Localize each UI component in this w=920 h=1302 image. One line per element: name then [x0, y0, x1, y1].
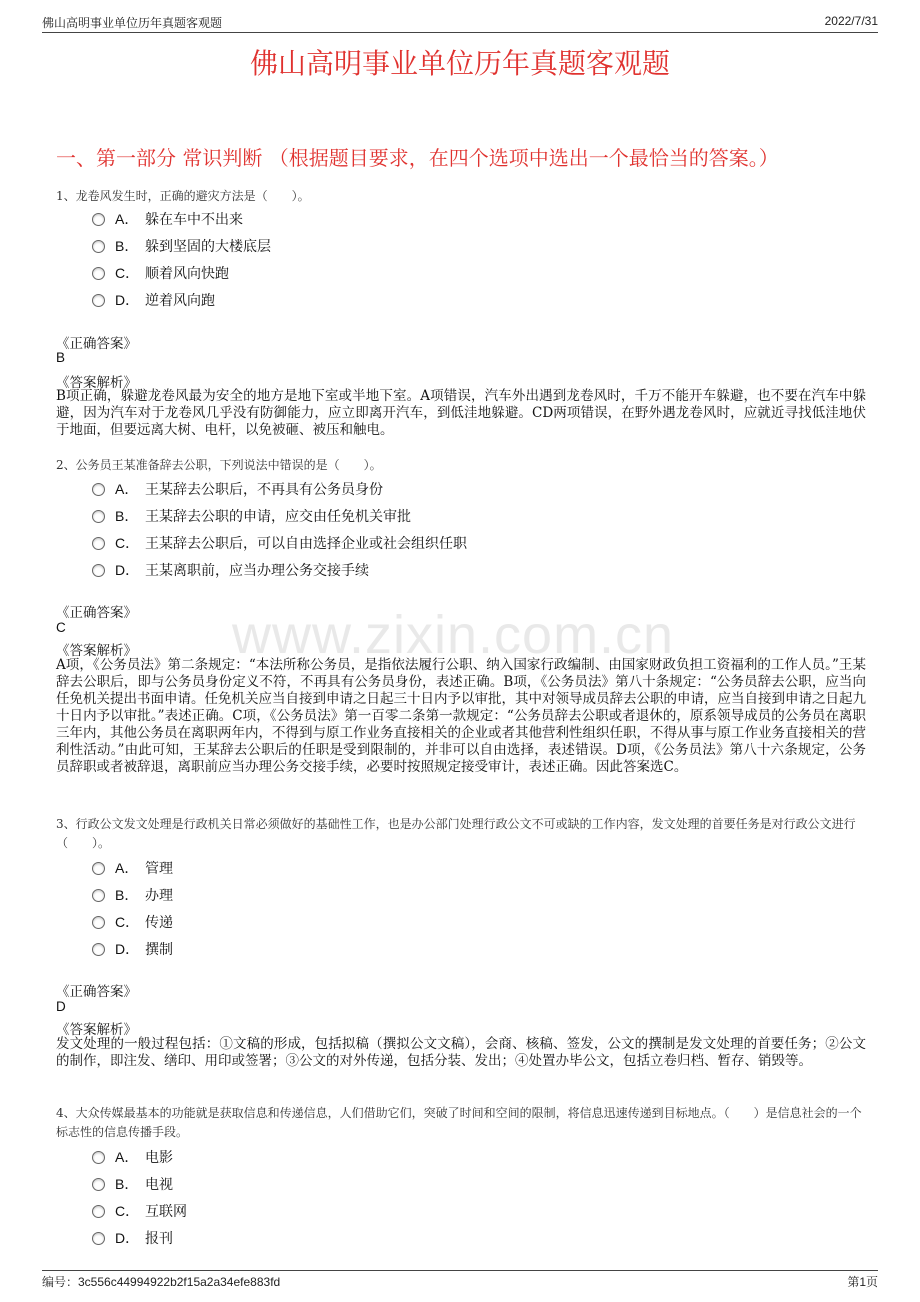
- question-4-option-c[interactable]: C． 互联网: [92, 1201, 187, 1221]
- header-title: 佛山高明事业单位历年真题客观题: [42, 16, 223, 30]
- radio-icon[interactable]: [92, 1178, 105, 1191]
- question-2-option-d[interactable]: D． 王某离职前，应当办理公务交接手续: [92, 560, 369, 580]
- radio-icon[interactable]: [92, 564, 105, 577]
- question-2-option-a[interactable]: A． 王某辞去公职后，不再具有公务员身份: [92, 479, 383, 499]
- radio-icon[interactable]: [92, 1232, 105, 1245]
- question-1-option-d[interactable]: D． 逆着风向跑: [92, 290, 215, 310]
- question-3-option-b[interactable]: B． 办理: [92, 885, 173, 905]
- radio-icon[interactable]: [92, 1151, 105, 1164]
- question-4-option-d[interactable]: D． 报刊: [92, 1228, 173, 1248]
- question-4-text: 4、大众传媒最基本的功能就是获取信息和传递信息，人们借助它们，突破了时间和空间的限制，将信息迅速传递到目标地点。（ ）是信息社会的一个标志性的信息传播手段。: [56, 1106, 862, 1139]
- radio-icon[interactable]: [92, 510, 105, 523]
- section-heading: 一、第一部分 常识判断 （根据题目要求，在四个选项中选出一个最恰当的答案。）: [56, 146, 779, 170]
- radio-icon[interactable]: [92, 483, 105, 496]
- header-date: 2022/7/31: [824, 14, 878, 28]
- question-2-answer: C: [56, 620, 66, 635]
- question-2-explanation: A项，《公务员法》第二条规定：“本法所称公务员，是指依法履行公职、纳入国家行政编制、由国家财政负担工资福利的工作人员。”王某辞去公职后，即与公务员身份定义不符，不再具有公务员身份，表述正确。B项，《公务员法》第八十条规定：“公务员辞去公职，应当向任免机关提出书面申请。任免机关应当自接到申请之日起三十日内予以审批，其中对领导成员辞去公职的申请，应当自接到申请之日起九十日内予以审批。”表述正确。C项，《公务员法》第一百零二条第一款规定：“公务员辞去公职或者退休的，原系领导成员的公务员在离职三年内，其他公务员在离职两年内，不得到与原工作业务直接相关的企业或者其他营利性组织任职，不得从事与原工作业务直接相关的营利性活动。”由此可知，王某辞去公职后的任职是受到限制的，并非可以自由选择，表述错误。D项，《公务员法》第八十六条规定，公务员辞职或者被辞退，离职前应当办理公务交接手续，必要时按照规定接受审计，表述正确。因此答案选C。: [56, 657, 866, 775]
- question-1-option-b[interactable]: B． 躲到坚固的大楼底层: [92, 236, 271, 256]
- question-1-explanation: B项正确，躲避龙卷风最为安全的地方是地下室或半地下室。A项错误，汽车外出遇到龙卷风时，千万不能开车躲避，也不要在汽车中躲避，因为汽车对于龙卷风几乎没有防御能力，应立即离开汽车，到低洼地躲避。CD两项错误，在野外遇龙卷风时，应就近寻找低洼地伏于地面，但要远离大树、电杆，以免被砸、被压和触电。: [56, 388, 866, 438]
- radio-icon[interactable]: [92, 537, 105, 550]
- question-1-option-c[interactable]: C． 顺着风向快跑: [92, 263, 229, 283]
- watermark: www.zixin.com.cn: [232, 605, 675, 665]
- radio-icon[interactable]: [92, 240, 105, 253]
- question-1-text: 1、龙卷风发生时，正确的避灾方法是（ ）。: [56, 189, 310, 203]
- question-2-text: 2、公务员王某准备辞去公职，下列说法中错误的是（ ）。: [56, 458, 382, 472]
- page-header: [42, 14, 878, 33]
- page-number: 第1页: [847, 1275, 878, 1289]
- answer-label: 《正确答案》: [56, 605, 137, 621]
- explanation-label: 《答案解析》: [56, 1022, 137, 1038]
- answer-label: 《正确答案》: [56, 336, 137, 352]
- radio-icon[interactable]: [92, 916, 105, 929]
- radio-icon[interactable]: [92, 267, 105, 280]
- document-id: 编号：3c556c44994922b2f15a2a34efe883fd: [42, 1275, 281, 1289]
- explanation-label: 《答案解析》: [56, 643, 137, 659]
- question-1-answer: B: [56, 350, 66, 365]
- page-title: 佛山高明事业单位历年真题客观题: [249, 47, 670, 80]
- page-footer: [42, 1270, 878, 1291]
- question-4-option-a[interactable]: A． 电影: [92, 1147, 173, 1167]
- question-3-text: 3、行政公文发文处理是行政机关日常必须做好的基础性工作，也是办公部门处理行政公文不可或缺的工作内容，发文处理的首要任务是对行政公文进行（ ）。: [56, 817, 856, 850]
- radio-icon[interactable]: [92, 862, 105, 875]
- question-3-option-c[interactable]: C． 传递: [92, 912, 173, 932]
- question-4-option-b[interactable]: B． 电视: [92, 1174, 173, 1194]
- radio-icon[interactable]: [92, 213, 105, 226]
- radio-icon[interactable]: [92, 294, 105, 307]
- radio-icon[interactable]: [92, 1205, 105, 1218]
- question-3-option-a[interactable]: A． 管理: [92, 858, 173, 878]
- question-3-answer: D: [56, 999, 66, 1014]
- question-2-option-c[interactable]: C． 王某辞去公职后，可以自由选择企业或社会组织任职: [92, 533, 467, 553]
- explanation-label: 《答案解析》: [56, 375, 137, 391]
- question-2-option-b[interactable]: B． 王某辞去公职的申请，应交由任免机关审批: [92, 506, 411, 526]
- question-3-option-d[interactable]: D． 撰制: [92, 939, 173, 959]
- question-3-explanation: 发文处理的一般过程包括：①文稿的形成，包括拟稿（撰拟公文文稿），会商、核稿、签发，公文的撰制是发文处理的首要任务；②公文的制作，即注发、缮印、用印或签署；③公文的对外传递，包括分装、发出；④处置办毕公文，包括立卷归档、暂存、销毁等。: [56, 1036, 866, 1069]
- question-1-option-a[interactable]: A． 躲在车中不出来: [92, 209, 243, 229]
- radio-icon[interactable]: [92, 943, 105, 956]
- answer-label: 《正确答案》: [56, 984, 137, 1000]
- radio-icon[interactable]: [92, 889, 105, 902]
